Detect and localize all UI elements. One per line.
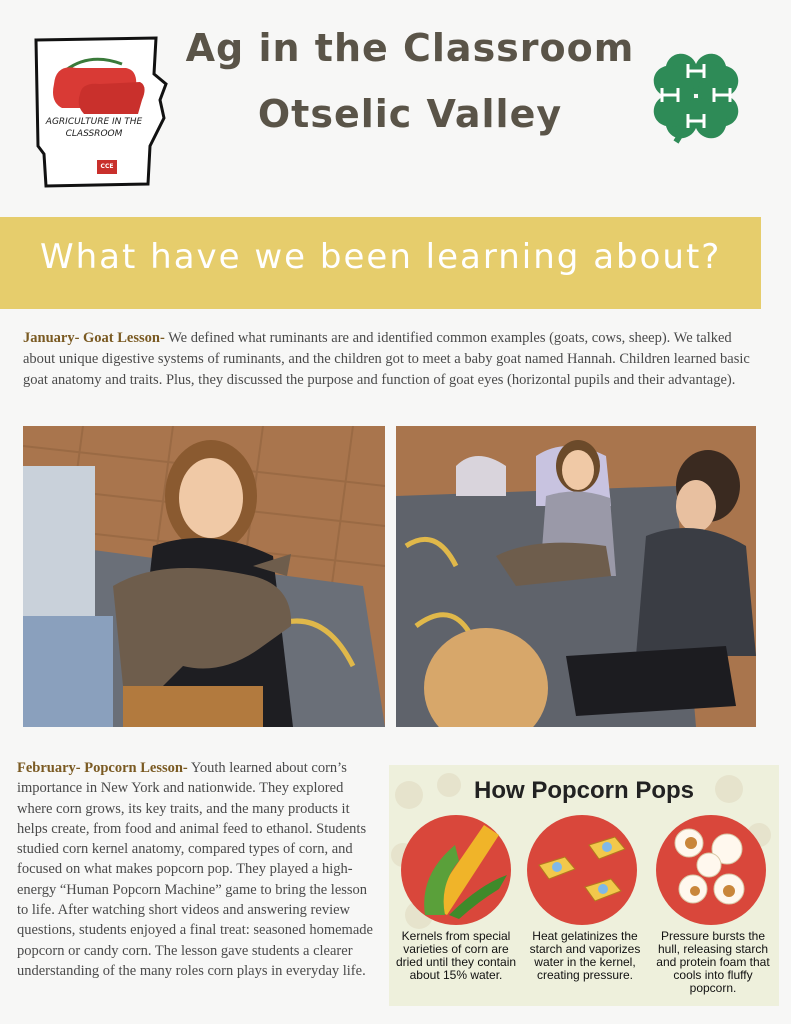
logo-text: AGRICULTURE IN THE CLASSROOM bbox=[45, 117, 143, 139]
infographic-title: How Popcorn Pops bbox=[473, 777, 694, 804]
february-heading: February- Popcorn Lesson- bbox=[17, 760, 188, 776]
page-title-line-2: Otselic Valley bbox=[257, 92, 563, 136]
caption-pressure: Pressure bursts the hull, releasing starch and protein foam that cools into fluffy popcorn. bbox=[656, 929, 770, 995]
how-popcorn-pops-infographic bbox=[389, 765, 779, 1006]
banner-heading: What have we been learning about? bbox=[40, 237, 722, 277]
section-banner bbox=[0, 217, 761, 309]
cce-badge: CCE bbox=[97, 160, 117, 174]
january-goat-lesson-text bbox=[23, 328, 763, 391]
january-heading: January- Goat Lesson- bbox=[23, 330, 165, 346]
february-body: Youth learned about corn’s importance in New York and nationwide. They explored where corn grows, its key traits, and the many products it helps create, from food and animal feed to ethanol. Students studied corn kernel anatomy, compared types of corn, and focused on what makes popcorn pop. They played a high-energy “Human Popcorn Machine” game to bring the lesson to life. After watching short videos and answering review questions, students enjoyed a final treat: seasoned homemade popcorn or candy corn. The lesson gave students a clearer understanding of the many roles corn plays in everyday life. bbox=[17, 760, 373, 979]
page-title-line-1: Ag in the Classroom bbox=[185, 26, 635, 70]
kids-petting-goat-photo bbox=[396, 426, 756, 727]
january-body: We defined what ruminants are and identified common examples (goats, cows, sheep). We talked about unique digestive systems of ruminants, and the children got to meet a baby goat named Hannah. Children learned basic goat anatomy and traits. Plus, they discussed the purpose and function of goat eyes (horizontal pupils and their advantage). bbox=[23, 330, 750, 388]
girl-holding-goat-photo bbox=[23, 426, 385, 727]
four-h-clover-icon bbox=[642, 44, 750, 150]
caption-heat: Heat gelatinizes the starch and vaporizes water in the kernel, creating pressure. bbox=[529, 929, 641, 982]
february-popcorn-lesson-text bbox=[17, 758, 379, 981]
caption-kernels: Kernels from special varieties of corn are dried until they contain about 15% water. bbox=[395, 929, 517, 982]
